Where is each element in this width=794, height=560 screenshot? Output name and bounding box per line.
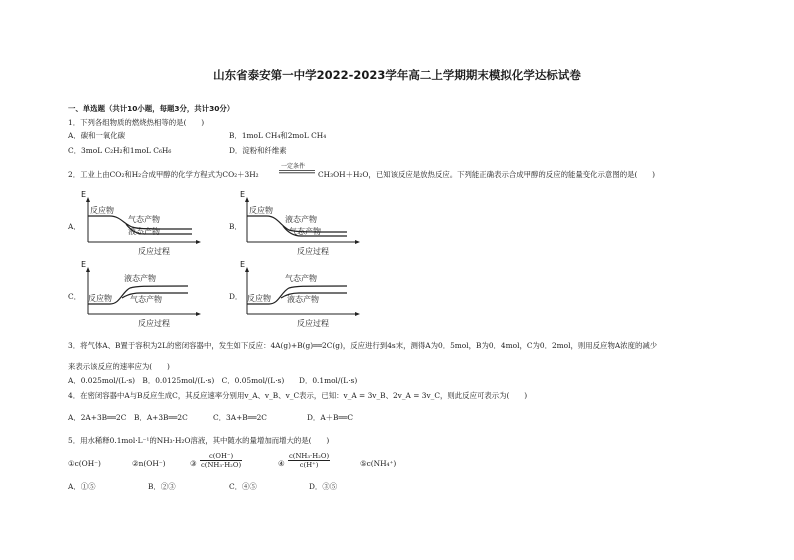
- q5-answer-d: D．③⑤: [309, 482, 338, 491]
- graph-b-axis-e: E: [240, 190, 246, 199]
- graph-b-lower-label: 气态产物: [289, 227, 321, 236]
- exam-title: 山东省泰安第一中学2022-2023学年高二上学期期末模拟化学达标试卷: [213, 68, 581, 82]
- q5-option-2: ②n(OH⁻): [132, 459, 166, 468]
- graph-a: [81, 190, 202, 258]
- graph-b-upper-label: 液态产物: [285, 215, 317, 224]
- graph-d-upper-label: 气态产物: [285, 274, 317, 283]
- graph-a-upper-label: 气态产物: [128, 215, 160, 224]
- q4-stem: 4．在密闭容器中A与B反应生成C，其反应速率分别用v_A、v_B、v_C表示，已知：v_A = 3v_B、2v_A = 3v_C，则此反应可表示为( ): [68, 391, 528, 400]
- q5-stem: 5．用水稀释0.1mol·L⁻¹的NH₃·H₂O溶液，其中随水的量增加而增大的是( ): [68, 436, 330, 445]
- graph-c: [81, 260, 202, 330]
- graph-c-reactant-label: 反应物: [88, 294, 112, 303]
- q5-option-3-fraction: [200, 452, 242, 469]
- graph-d-letter: D．: [229, 292, 243, 301]
- q5-option-3-prefix: ③: [190, 459, 197, 468]
- q2-reaction-condition: 一定条件: [281, 163, 306, 170]
- q1-option-b: B．1moL CH₄和2moL CH₄: [229, 131, 327, 140]
- q1-stem: 1．下列各组物质的燃烧热相等的是( ): [68, 118, 205, 127]
- graph-b: [240, 190, 361, 258]
- q2-stem-part1: 2．工业上由CO₂和H₂合成甲醇的化学方程式为CO₂＋3H₂: [68, 170, 259, 179]
- q1-option-c: C．3moL C₂H₂和1moL C₆H₆: [68, 146, 172, 155]
- graph-b-letter: B．: [229, 222, 242, 231]
- q4-option-b: B．A+3B══2C: [134, 413, 188, 422]
- q3-options: A．0.025mol/(L·s) B．0.0125mol/(L·s) C．0.05mol/(L·s) D．0.1mol/(L·s): [68, 376, 358, 385]
- q4-option-d: D．A＋B══C: [307, 413, 354, 422]
- q3-stem-line2: 来表示该反应的速率应为( ): [68, 362, 170, 371]
- graph-d-axis-e: E: [240, 260, 246, 269]
- q5-option-3-denominator: c(NH₃·H₂O): [201, 461, 242, 469]
- q4-option-a: A．2A+3B══2C: [68, 413, 127, 422]
- graph-b-x-label: 反应过程: [297, 247, 329, 256]
- graph-a-axis-e: E: [81, 190, 87, 199]
- graph-a-lower-label: 液态产物: [128, 227, 160, 236]
- section-heading: 一、单选题（共计10小题，每题3分，共计30分）: [68, 104, 235, 113]
- graph-c-axis-e: E: [81, 260, 87, 269]
- graph-d: [240, 260, 361, 330]
- q5-option-5: ⑤c(NH₄⁺): [360, 459, 397, 468]
- q5-answer-a: A．①⑤: [68, 482, 96, 491]
- graph-a-x-label: 反应过程: [138, 247, 170, 256]
- q2-reaction-arrow: [279, 169, 315, 174]
- q5-answer-c: C．④⑤: [229, 482, 257, 491]
- graph-a-reactant-label: 反应物: [90, 206, 114, 215]
- q4-option-c: C．3A+B══2C: [213, 413, 267, 422]
- q3-stem-line1: 3．将气体A、B置于容积为2L的密闭容器中，发生如下反应：4A(g)+B(g)══2C(g)，反应进行到4s末，测得A为0．5mol，B为0．4mol，C为0．2mol，则用反应物A浓度的减少: [68, 341, 658, 350]
- graph-d-lower-label: 液态产物: [287, 295, 319, 304]
- graph-d-x-label: 反应过程: [297, 319, 329, 328]
- q5-option-4-numerator: c(NH₃·H₂O): [289, 452, 330, 460]
- q5-option-4-prefix: ④: [278, 459, 285, 468]
- q5-answer-b: B．②③: [148, 482, 176, 491]
- graph-d-reactant-label: 反应物: [247, 294, 271, 303]
- q5-option-4-fraction: [288, 452, 330, 469]
- graph-a-letter: A．: [68, 222, 81, 231]
- q5-option-3-numerator: c(OH⁻): [200, 452, 242, 461]
- q1-option-a: A．碳和一氧化碳: [68, 131, 126, 140]
- q5-option-1: ①c(OH⁻): [68, 459, 101, 468]
- graph-c-upper-label: 液态产物: [124, 274, 156, 283]
- graph-c-lower-label: 气态产物: [130, 295, 162, 304]
- q1-option-d: D．淀粉和纤维素: [229, 146, 287, 155]
- q5-option-4-denominator: c(H⁺): [299, 461, 319, 469]
- q2-stem-part2: CH₃OH＋H₂O，已知该反应是放热反应。下列能正确表示合成甲醇的反应的能量变化示意图的是( ): [318, 170, 656, 179]
- graph-b-reactant-label: 反应物: [249, 206, 273, 215]
- graph-c-x-label: 反应过程: [138, 319, 170, 328]
- graph-c-letter: C．: [68, 292, 82, 301]
